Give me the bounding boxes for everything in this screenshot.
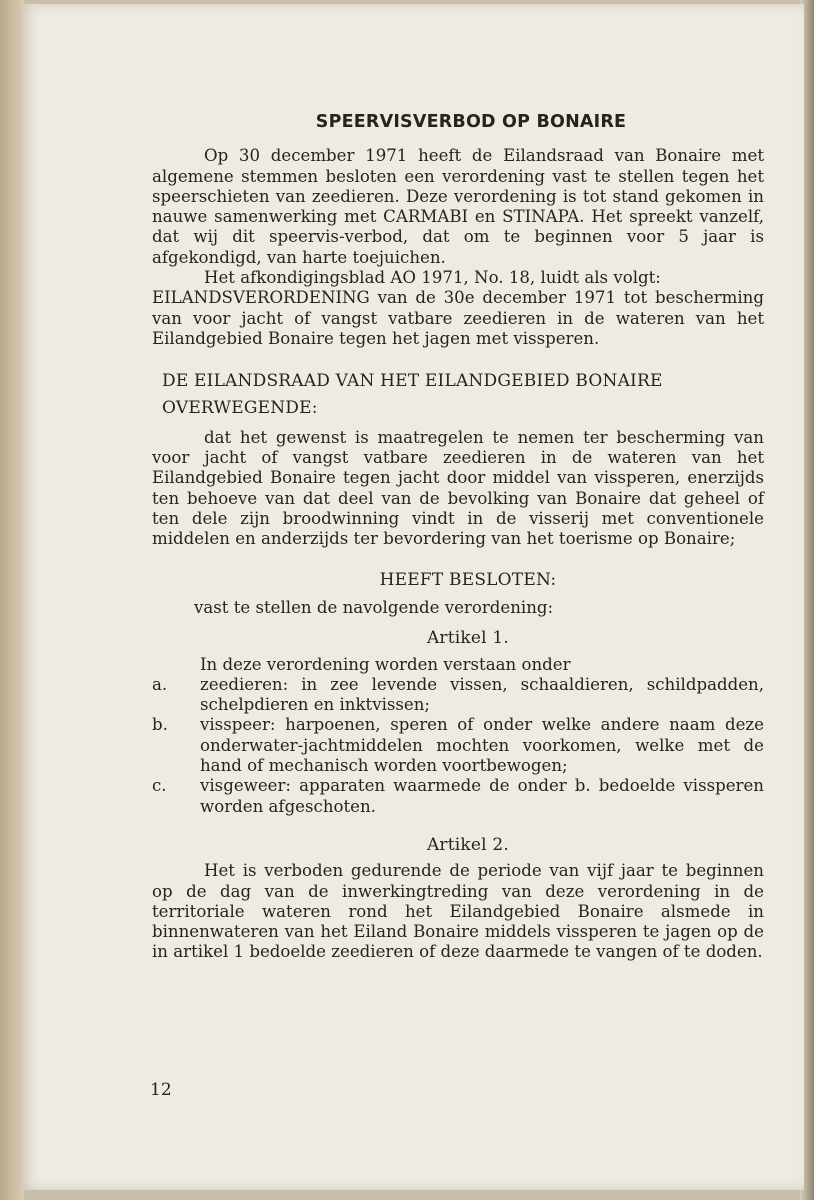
heading-eilandsraad: DE EILANDSRAAD VAN HET EILANDGEBIED BONAIRE [162, 371, 663, 392]
page-number: 12 [150, 1080, 172, 1100]
document-page [22, 4, 804, 1190]
overweging-paragraph: dat het gewenst is maatregelen te nemen ter bescherming van voor jacht of vangst vatbare zeedieren in de wateren van het Eilandgebied Bonaire tegen jacht door middel van vissperen, enerzijds ten behoeve van dat deel van de bevolking van Bonaire dat geheel of ten dele zijn broodwinning vindt in de visserij met conventionele middelen en anderzijds ter bevordering van het toerisme op Bonaire; [152, 427, 764, 549]
list-marker: a. [152, 674, 168, 694]
list-item [152, 776, 764, 817]
heading-overwegende: OVERWEGENDE: [162, 397, 318, 418]
list-item-text: zeedieren: in zee levende vissen, schaaldieren, schildpadden, schelpdieren en inktvissen; [200, 674, 764, 715]
list-item [152, 715, 764, 776]
list-item [152, 675, 764, 716]
book-edge-left [0, 0, 24, 1200]
artikel-1-heading: Artikel 1. [426, 628, 510, 649]
list-marker: c. [152, 776, 167, 796]
page-content [152, 112, 764, 963]
intro-paragraph: Op 30 december 1971 heeft de Eilandsraad van Bonaire met algemene stemmen besloten een verordening vast te stellen tegen het speerschieten van zeedieren. Deze verordening is tot stand gekomen in nauwe samenwerking met CARMABI en STINAPA. Het spreekt vanzelf, dat wij dit speervis-verbod, dat om te beginnen voor 5 jaar is afgekondigd, van harte toejuichen. [152, 146, 764, 267]
list-item-text: visgeweer: apparaten waarmede de onder b. bedoelde vissperen worden afgeschoten. [200, 776, 764, 816]
page-title: SPEERVISVERBOD OP BONAIRE [315, 112, 627, 132]
list-marker: b. [152, 715, 168, 735]
list-item-text: visspeer: harpoenen, speren of onder welke andere naam deze onderwater-jachtmiddelen mochten voorkomen, welke met de hand of mechanisch worden voortbewogen; [200, 715, 764, 776]
artikel-2-text: Het is verboden gedurende de periode van vijf jaar te beginnen op de dag van de inwerkingtreding van deze verordening in de territoriale wateren rond het Eilandgebied Bonaire alsmede in binnenwateren van het Eiland Bonaire middels vissperen te jagen op de in artikel 1 bedoelde zeedieren of deze daarmede te vangen of te doden. [152, 861, 764, 962]
vast-te-stellen-text: vast te stellen de navolgende verordening: [194, 597, 554, 617]
artikel-2-heading: Artikel 2. [426, 834, 510, 855]
eilandsverordening-paragraph: EILANDSVERORDENING van de 30e december 1971 tot bescherming van voor jacht of vangst vatbare zeedieren in de wateren van het Eilandgebied Bonaire tegen het jagen met vissperen. [152, 288, 764, 348]
artikel-1-definitions [152, 675, 764, 817]
afkondiging-paragraph: Het afkondigingsblad AO 1971, No. 18, luidt als volgt: [204, 268, 661, 288]
heading-heeft-besloten: HEEFT BESLOTEN: [379, 569, 557, 590]
artikel-1-intro: In deze verordening worden verstaan onder [200, 654, 571, 674]
